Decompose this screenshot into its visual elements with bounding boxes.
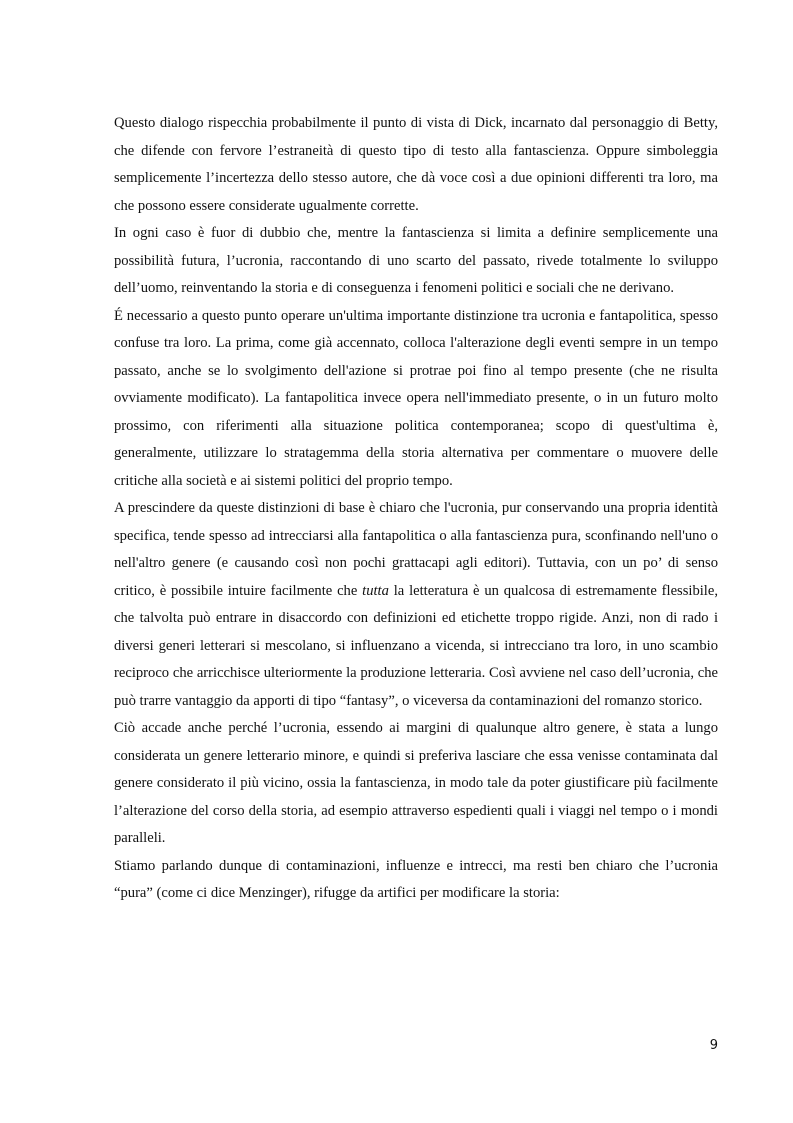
paragraph-4-text-after: la letteratura è un qualcosa di estremamente flessibile, che talvolta può entrare in disaccordo con definizioni ed etichette troppo rigide. Anzi, non di rado i diversi generi letterari si mescolano, si influenzano a vicenda, si intrecciano tra loro, in uno scambio reciproco che arricchisce ulteriormente la produzione letteraria. Così avviene nel caso dell’ucronia, che può trarre vantaggio da apporti di tipo “fantasy”, o viceversa da contaminazioni del romanzo storico. (114, 582, 718, 709)
paragraph-4-text-before: A prescindere da queste distinzioni di base è chiaro che l'ucronia, pur conservando una propria identità specifica, tende spesso ad intrecciarsi alla fantapolitica o alla fantascienza pura, sconfinando nell'uno o nell'altro genere (e causando così non pochi grattacapi agli editori). Tuttavia, con un po’ di senso critico, è possibile intuire facilmente che (114, 500, 718, 599)
paragraph-1: Questo dialogo rispecchia probabilmente il punto di vista di Dick, incarnato dal personaggio di Betty, che difende con fervore l’estraneità di questo tipo di testo alla fantascienza. Oppure simboleggia semplicemente l’incertezza dello stesso autore, che dà voce così a due opinioni differenti tra loro, ma che possono essere considerate ugualmente corrette. (114, 115, 718, 214)
body-text (114, 110, 718, 908)
paragraph-3: É necessario a questo punto operare un'ultima importante distinzione tra ucronia e fantapolitica, spesso confuse tra loro. La prima, come già accennato, colloca l'alterazione degli eventi sempre in un tempo passato, anche se lo svolgimento dell'azione si protrae poi fino al tempo presente (che ne risulta ovviamente modificato). La fantapolitica invece opera nell'immediato presente, o in un futuro molto prossimo, con riferimenti alla situazione politica contemporanea; scopo di quest'ultima è, generalmente, utilizzare lo stratagemma della storia alternativa per commentare o muovere delle critiche alla società e ai sistemi politici del proprio tempo. (114, 307, 718, 489)
page-number: 9 (709, 1038, 718, 1053)
paragraph-4-emphasis: tutta (362, 582, 389, 599)
paragraph-6: Stiamo parlando dunque di contaminazioni, influenze e intrecci, ma resti ben chiaro che l’ucronia “pura” (come ci dice Menzinger), rifugge da artifici per modificare la storia: (114, 857, 718, 901)
paragraph-5: Ciò accade anche perché l’ucronia, essendo ai margini di qualunque altro genere, è stata a lungo considerata un genere letterario minore, e quindi si preferiva lasciare che essa venisse contaminata dal genere considerato il più vicino, ossia la fantascienza, in modo tale da poter giustificare più facilmente l’alterazione del corso della storia, ad esempio attraverso espedienti quali i viaggi nel tempo o i mondi paralleli. (114, 720, 718, 846)
paragraph-2: In ogni caso è fuor di dubbio che, mentre la fantascienza si limita a definire semplicemente una possibilità futura, l’ucronia, raccontando di uno scarto del passato, rivede totalmente lo sviluppo dell’uomo, reinventando la storia e di conseguenza i fenomeni politici e sociali che ne derivano. (114, 225, 718, 296)
paragraph-4 (114, 495, 718, 715)
